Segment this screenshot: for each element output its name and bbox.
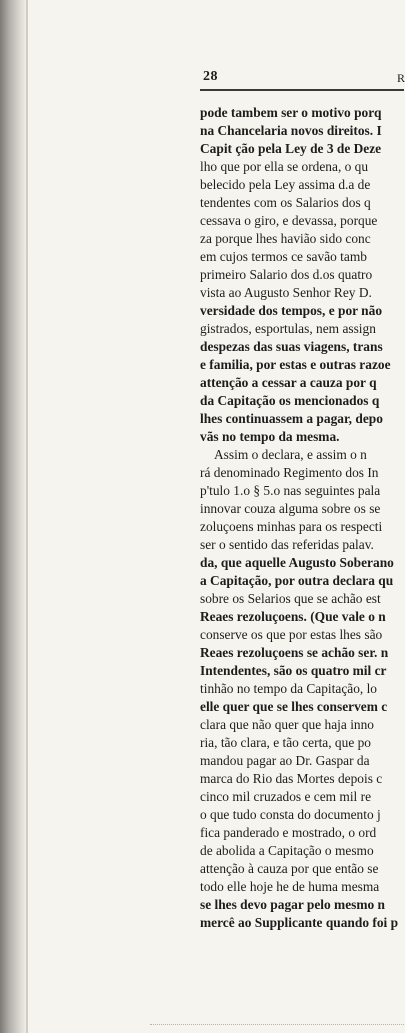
text-line: lhes continuassem a pagar, depo [200, 411, 383, 426]
text-line: versidade dos tempos, e por não [200, 303, 383, 318]
text-line: rá denominado Regimento dos In [200, 465, 379, 480]
text-line: p'tulo 1.o § 5.o nas seguintes pala [200, 483, 381, 498]
text-line: innovar couza alguma sobre os se [200, 501, 381, 516]
text-line: pode tambem ser o motivo porq [200, 105, 382, 120]
text-line: em cujos termos ce savão tamb [200, 249, 367, 264]
text-line: o que tudo consta do documento j [200, 807, 381, 822]
text-line: Assim o declara, e assim o n [214, 447, 367, 462]
text-line: vãs no tempo da mesma. [200, 429, 340, 444]
text-line: se lhes devo pagar pelo mesmo n [200, 897, 385, 912]
text-line: attenção a cessar a cauza por q [200, 375, 377, 390]
text-line: da, que aquelle Augusto Soberano [200, 555, 394, 570]
text-line: tinhão no tempo da Capitação, lo [200, 681, 378, 696]
text-line: conserve os que por estas lhes são [200, 627, 383, 642]
text-line: fica panderado e mostrado, o ord [200, 825, 377, 840]
text-line: Capit ção pela Ley de 3 de Deze [200, 141, 382, 156]
body-text [200, 104, 404, 932]
text-line: de abolida a Capitação o mesmo [200, 843, 374, 858]
running-head: R [397, 71, 405, 85]
bottom-margin-mark [150, 1024, 404, 1025]
text-line: clara que não quer que haja inno [200, 717, 374, 732]
text-line: a Capitação, por outra declara qu [200, 573, 394, 588]
book-binding-shadow [0, 0, 26, 1033]
text-line: belecido pela Ley assima d.a de [200, 177, 371, 192]
header-rule [200, 89, 404, 91]
gutter-edge [26, 0, 28, 1033]
text-line: primeiro Salario dos d.os quatro [200, 267, 373, 282]
text-line: lho que por ella se ordena, o qu [200, 159, 369, 174]
text-line: sobre os Selarios que se achão est [200, 591, 381, 606]
text-line: despezas das suas viagens, trans [200, 339, 383, 354]
text-line: Intendentes, são os quatro mil cr [200, 663, 387, 678]
text-line: mandou pagar ao Dr. Gaspar da [200, 753, 370, 768]
text-line: vista ao Augusto Senhor Rey D. [200, 285, 372, 300]
text-line: elle quer que se lhes conservem c [200, 699, 388, 714]
page-number: 28 [203, 69, 218, 84]
text-line: zoluçoens minhas para os respecti [200, 519, 383, 534]
text-line: ria, tão clara, e tão certa, que po [200, 735, 372, 750]
text-line: attenção à cauza por que então se [200, 861, 379, 876]
text-line: tendentes com os Salarios dos q [200, 195, 371, 210]
text-line: mercê ao Supplicante quando foi p [200, 915, 399, 930]
text-line: za porque lhes havião sido conc [200, 231, 371, 246]
text-line: Reaes rezoluçoens se achão ser. n [200, 645, 389, 660]
text-line: gistrados, esportulas, nem assign [200, 321, 376, 336]
text-line: na Chancelaria novos direitos. I [200, 123, 382, 138]
text-line: e familia, por estas e outras razoe [200, 357, 391, 372]
text-line: Reaes rezoluçoens. (Que vale o n [200, 609, 386, 624]
text-line: da Capitação os mencionados q [200, 393, 380, 408]
text-line: cinco mil cruzados e cem mil re [200, 789, 372, 804]
text-line: marca do Rio das Mortes depois c [200, 771, 383, 786]
text-line: todo elle hoje he de huma mesma [200, 879, 380, 894]
text-line: ser o sentido das referidas palav. [200, 537, 374, 552]
text-line: cessava o giro, e devassa, porque [200, 213, 378, 228]
